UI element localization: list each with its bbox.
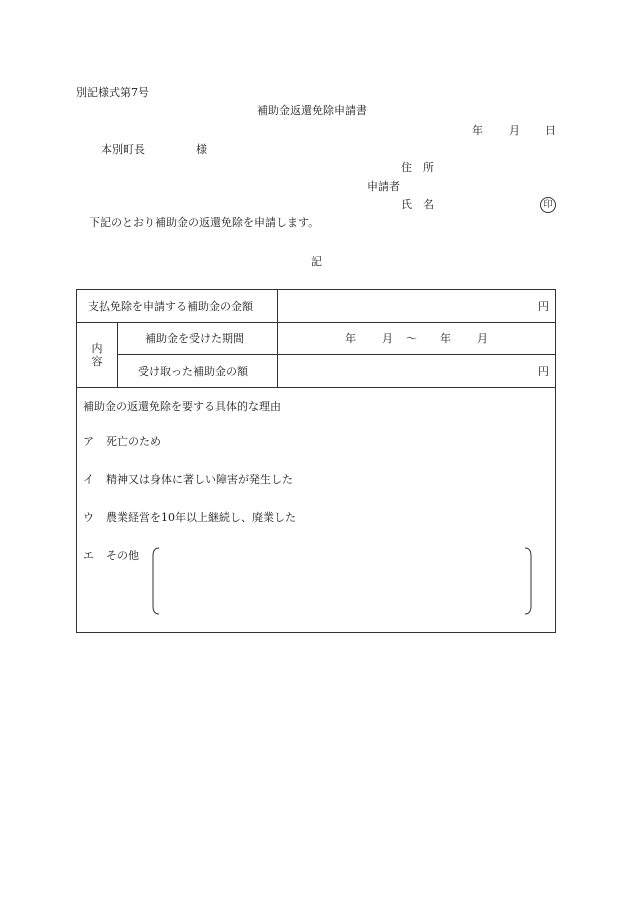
period-month-from: 月 (382, 332, 393, 345)
name-label: 氏 名 (401, 198, 434, 211)
reason-u-text: 農業経営を10年以上継続し、廃業した (106, 511, 296, 524)
reason-a-text: 死亡のため (106, 435, 161, 448)
row-divider-1 (77, 322, 555, 323)
naiyo-label-1: 内 (91, 342, 103, 355)
other-reason-bracket (149, 546, 539, 618)
reason-heading: 補助金の返還免除を要する具体的な理由 (83, 400, 281, 413)
naiyo-label-2: 容 (91, 355, 103, 368)
address-label: 住 所 (401, 161, 434, 174)
period-year-to: 年 (440, 332, 451, 345)
reason-i-text: 精神又は身体に著しい障害が発生した (106, 473, 293, 486)
row-divider-2 (117, 354, 555, 355)
period-tilde: 〜 (406, 332, 417, 345)
reason-e-text: その他 (106, 549, 139, 562)
form-number: 別記様式第7号 (76, 86, 149, 99)
date-year-label: 年 (472, 124, 483, 137)
addressee-suffix: 様 (196, 143, 207, 156)
reason-i-mark: イ (83, 473, 94, 486)
reason-e-mark: エ (83, 549, 94, 562)
row2-label: 補助金を受けた期間 (145, 332, 244, 345)
reason-a-mark: ア (83, 435, 94, 448)
col-divider-value (277, 290, 278, 387)
period-month-to: 月 (477, 332, 488, 345)
date-month-label: 月 (509, 124, 520, 137)
row1-label: 支払免除を申請する補助金の金額 (88, 300, 253, 313)
row-divider-3 (77, 387, 555, 388)
row3-label: 受け取った補助金の額 (138, 365, 248, 378)
period-year-from: 年 (345, 332, 356, 345)
intro-text: 下記のとおり補助金の返還免除を申請します。 (89, 216, 320, 229)
seal-mark: 印 (540, 197, 556, 213)
row1-unit: 円 (538, 300, 549, 313)
ki-mark: 記 (311, 255, 322, 268)
reason-u-mark: ウ (83, 511, 94, 524)
document-title: 補助金返還免除申請書 (257, 104, 367, 117)
applicant-label: 申請者 (367, 180, 400, 193)
row3-unit: 円 (538, 365, 549, 378)
addressee: 本別町長 (101, 143, 145, 156)
date-day-label: 日 (545, 124, 556, 137)
col-divider-naiyo (117, 322, 118, 387)
application-table (76, 289, 556, 633)
